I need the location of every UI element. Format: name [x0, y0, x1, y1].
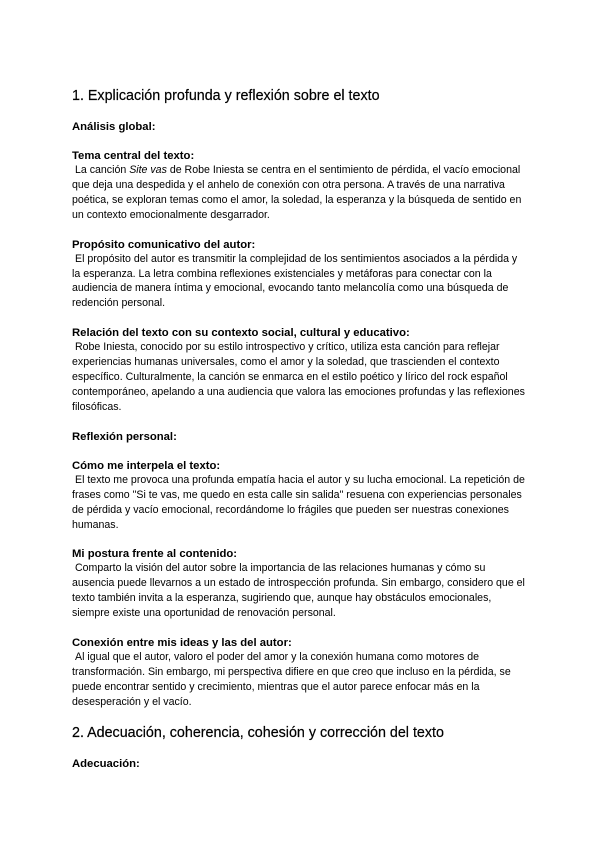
interpela-paragraph [72, 473, 528, 533]
purpose-body: El propósito del autor es transmitir la complejidad de los sentimientos asociados a la pérdida y la esperanza. La letra combina reflexiones existenciales y metáforas para conectar con la audiencia de manera íntima y emocional, evocando tanto melancolía como una búsqueda de redención personal. [72, 252, 518, 310]
section-heading-1: 1. Explicación profunda y reflexión sobre el texto [72, 88, 380, 104]
context-paragraph [72, 340, 528, 415]
context-body: Robe Iniesta, conocido por su estilo introspectivo y crítico, utiliza esta canción para reflejar experiencias humanas universales, como el amor y la soledad, que trascienden el contexto específico. Culturalmente, la canción se enmarca en el estilo poético y lírico del rock español contemporáneo, apelando a una audiencia que valora las emociones profundas y las reflexiones filosóficas. [72, 341, 525, 413]
stance-paragraph [72, 561, 528, 621]
document-content [72, 88, 528, 771]
interpela-title: Cómo me interpela el texto: [72, 459, 221, 472]
global-analysis-heading: Análisis global: [72, 121, 156, 133]
stance-title: Mi postura frente al contenido: [72, 548, 238, 561]
connection-body: Al igual que el autor, valoro el poder del amor y la conexión humana como motores de transformación. Sin embargo, mi perspectiva difiere en que creo que incluso en la pérdida, se puede encontrar sentido y crecimiento, mientras que el autor parece enfocar más en la desesperación y el vacío. [72, 651, 511, 708]
theme-paragraph [72, 163, 528, 223]
connection-paragraph [72, 650, 528, 710]
interpela-body: El texto me provoca una profunda empatía hacia el autor y su lucha emocional. La repetición de frases como "Si te vas, me quedo en esta calle sin salida" resuena con experiencias personales de pérdida y vacío emocional, recordándome lo frágiles que pueden ser nuestras conexiones humanas. [72, 473, 525, 531]
personal-reflection-heading: Reflexión personal: [72, 430, 177, 443]
context-title: Relación del texto con su contexto social, cultural y educativo: [72, 327, 410, 340]
song-title: Site vas [129, 164, 167, 176]
theme-pre: La canción [75, 164, 130, 176]
section-heading-2: 2. Adecuación, coherencia, cohesión y corrección del texto [72, 724, 444, 741]
purpose-paragraph [72, 252, 528, 312]
theme-title: Tema central del texto: [72, 150, 195, 162]
stance-body: Comparto la visión del autor sobre la importancia de las relaciones humanas y cómo su ausencia puede llevarnos a un estado de introspección profunda. Sin embargo, considero que el texto también invita a la esperanza, sugiriendo que, aunque hay obstáculos emocionales, siempre existe una oportunidad de renovación personal. [72, 562, 525, 620]
purpose-title: Propósito comunicativo del autor: [72, 238, 256, 251]
connection-title: Conexión entre mis ideas y las del autor: [72, 637, 292, 650]
theme-post: de Robe Iniesta se centra en el sentimiento de pérdida, el vacío emocional que deja una despedida y el anhelo de conexión con otra persona. A través de una narrativa poética, se exploran temas como el amor, la soledad, la esperanza y la búsqueda de sentido en un contexto emocionalmente desgarrador. [72, 164, 522, 221]
adequacy-heading: Adecuación: [72, 757, 140, 770]
